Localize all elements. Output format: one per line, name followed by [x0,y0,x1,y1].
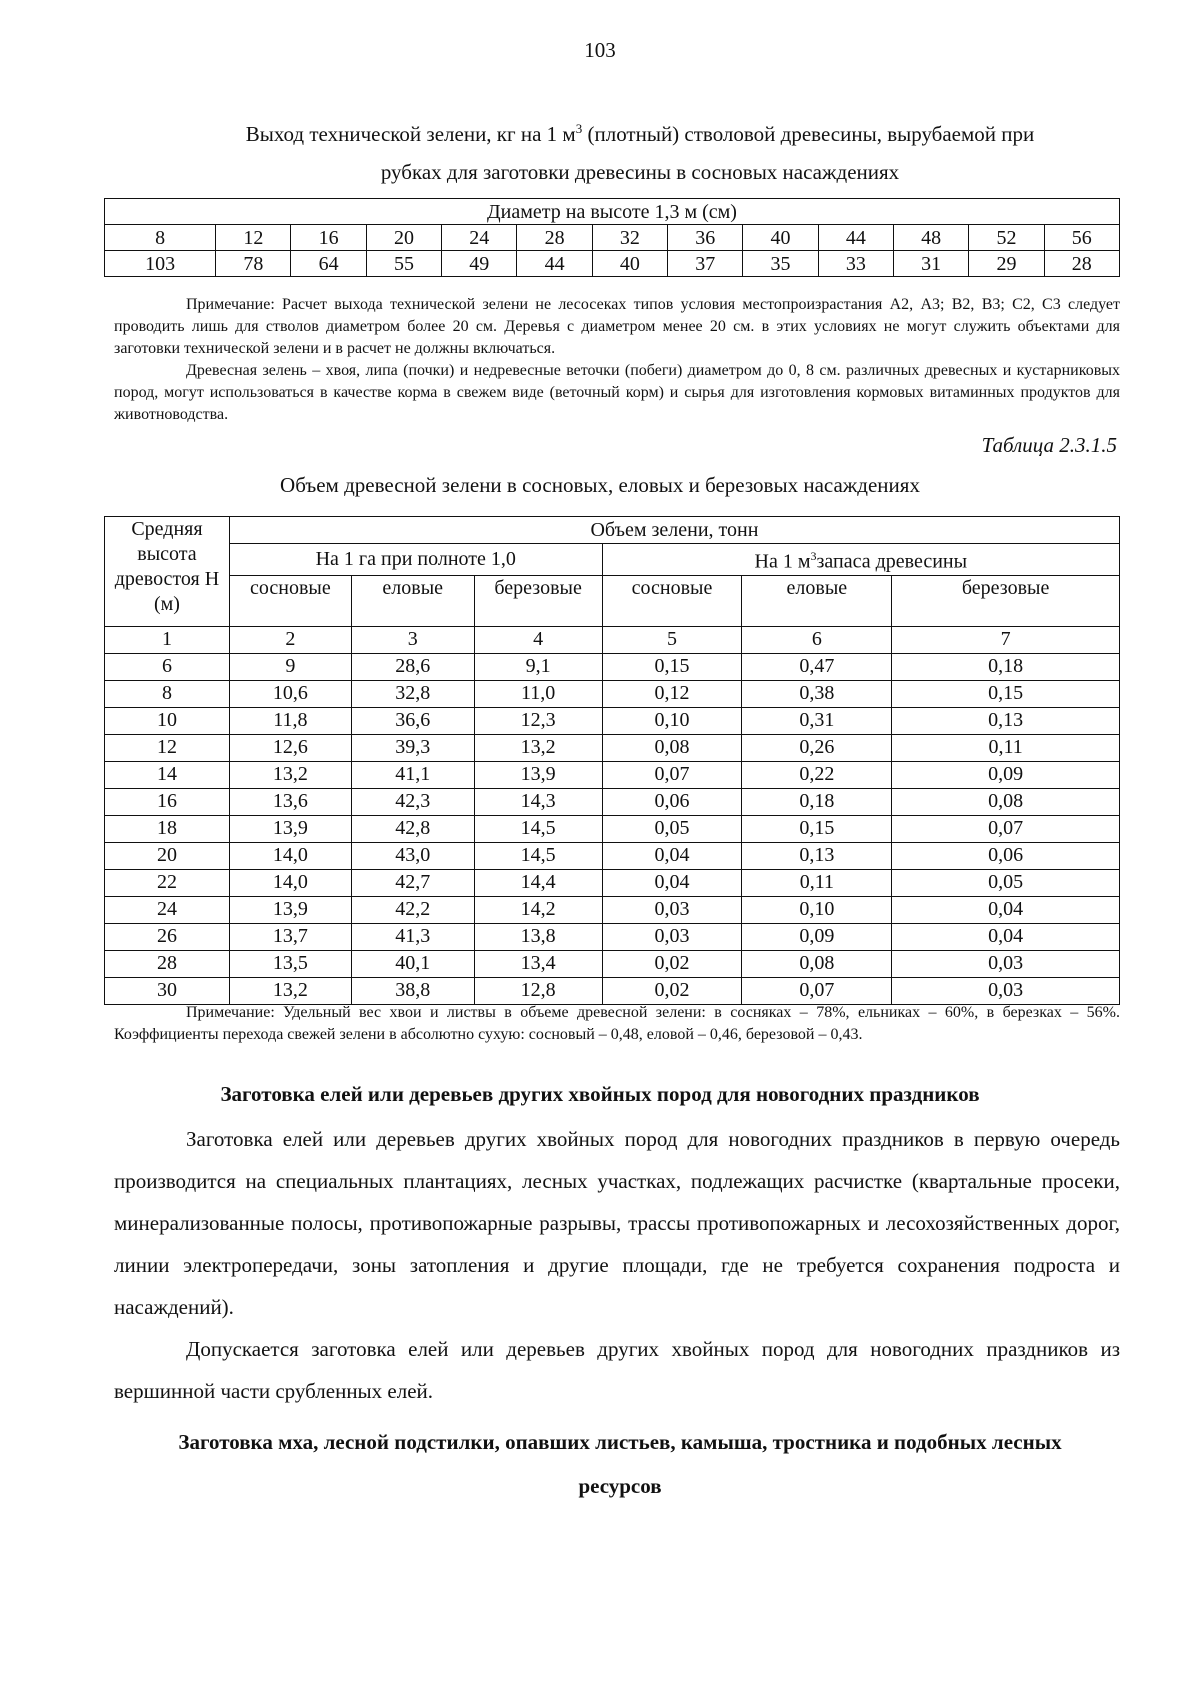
table-cell: 26 [105,923,230,950]
table-cell: 9,1 [474,653,602,680]
table-cell: 13,6 [229,788,351,815]
title1-text-a: Выход технической зелени, кг на 1 м [245,122,576,146]
table-cell: 13,2 [229,977,351,1004]
table-cell: 0,05 [602,815,742,842]
note2-paragraph: Примечание: Удельный вес хвои и листвы в объеме древесной зелени: в сосняках – 78%, ельниках – 60%, в березках – 56%. Коэффициенты перехода свежей зелени в абсолютно сухую: сосновый – 0,48, еловой – 0,46, березовой – 0,43. [114,1004,1120,1043]
table1-value-cell: 49 [442,251,517,277]
table-cell: 0,12 [602,680,742,707]
table2-subheader-per-ha: На 1 га при полноте 1,0 [229,544,602,576]
table-cell: 13,9 [229,896,351,923]
table-cell: 0,10 [742,896,892,923]
table-cell: 42,2 [351,896,474,923]
table2-column-number: 1 [105,626,230,653]
table1-diameter-cell: 12 [216,225,291,251]
table-cell: 0,04 [892,923,1120,950]
table1-title [140,110,1140,191]
table-cell: 0,15 [742,815,892,842]
table-cell: 0,07 [602,761,742,788]
title1-sup: 3 [575,121,583,136]
table2-subheader-per-m3 [602,544,1119,576]
table-cell: 13,2 [474,734,602,761]
table-cell: 14,5 [474,815,602,842]
table-cell: 32,8 [351,680,474,707]
table-cell: 13,9 [474,761,602,788]
table-cell: 10,6 [229,680,351,707]
table-cell: 0,13 [742,842,892,869]
table2-column-number: 2 [229,626,351,653]
table2-title: Объем древесной зелени в сосновых, еловых и березовых насаждениях [280,473,920,497]
table1-diameter-cell: 40 [743,225,818,251]
table-cell: 14,5 [474,842,602,869]
table2-column-number: 4 [474,626,602,653]
sub2-sup: 3 [810,549,817,563]
note2 [114,1002,1120,1046]
table1-value-cell: 55 [366,251,441,277]
note1-paragraph1: Примечание: Расчет выхода технической зелени не лесосеках типов условия местопроизрастания А2, А3; В2, В3; С2, С3 следует проводить лишь для стволов диаметром более 20 см. Деревья с диаметром менее 20 см. в этих условиях не могут служить объектами для заготовки технической зелени и в расчет не должны включаться. [114,296,1120,357]
table1-value-cell: 78 [216,251,291,277]
table1-title-line2: рубках для заготовки древесины в сосновых насаждениях [380,160,900,184]
table-cell: 13,4 [474,950,602,977]
table1-diameter-cell: 56 [1044,225,1119,251]
table2-column-number: 5 [602,626,742,653]
table-cell: 12,8 [474,977,602,1004]
table-cell: 0,13 [892,707,1120,734]
table-cell: 0,22 [742,761,892,788]
table-cell: 0,03 [892,950,1120,977]
table1-diameter-cell: 24 [442,225,517,251]
table1-value-cell: 64 [291,251,366,277]
table-cell: 42,7 [351,869,474,896]
table1-value-cell: 40 [592,251,667,277]
table-cell: 0,09 [742,923,892,950]
table-row [105,869,1120,896]
table2-body [105,653,1120,1004]
table-cell: 0,15 [602,653,742,680]
paragraph2-text: Допускается заготовка елей или деревьев других хвойных пород для новогодних праздников из вершинной части срубленных елей. [114,1337,1120,1403]
table1-diameter-cell: 48 [893,225,968,251]
table-cell: 14,0 [229,869,351,896]
table-row [105,815,1120,842]
paragraph2 [114,1328,1120,1412]
table-cell: 13,9 [229,815,351,842]
table-cell: 42,3 [351,788,474,815]
table-row [105,653,1120,680]
table-cell: 0,26 [742,734,892,761]
table2-species-header: сосновые [229,575,351,626]
table2-number-row [105,626,1120,653]
section-heading-trees: Заготовка елей или деревьев других хвойных пород для новогодних праздников [220,1082,980,1106]
table-cell: 28,6 [351,653,474,680]
table2-green-volume [104,516,1120,1005]
table-cell: 13,8 [474,923,602,950]
page-number: 103 [584,38,616,62]
table-cell: 0,03 [602,896,742,923]
table1-diameter-cell: 8 [105,225,216,251]
table1-value-cell: 31 [893,251,968,277]
paragraph1-text: Заготовка елей или деревьев других хвойных пород для новогодних праздников в первую очередь производится на специальных плантациях, лесных участках, подлежащих расчистке (квартальные просеки, минерализованные полосы, противопожарные разрывы, трассы противопожарных и лесохозяйственных дорог, линии электропередачи, зоны затопления и другие площади, где не требуется сохранения подроста и насаждений). [114,1127,1120,1319]
table2-species-header: березовые [474,575,602,626]
table2-group-header: Объем зелени, тонн [229,517,1119,544]
table2-column-number: 3 [351,626,474,653]
table-row [105,923,1120,950]
table-row [105,896,1120,923]
table2-species-header: еловые [351,575,474,626]
table-cell: 14,4 [474,869,602,896]
table-row [105,734,1120,761]
table-cell: 16 [105,788,230,815]
table-cell: 13,2 [229,761,351,788]
table2-column-number: 7 [892,626,1120,653]
table-cell: 0,02 [602,977,742,1004]
table1-diameter-cell: 16 [291,225,366,251]
table-row [105,761,1120,788]
table-cell: 0,08 [602,734,742,761]
table-cell: 6 [105,653,230,680]
table-cell: 11,8 [229,707,351,734]
table-cell: 0,07 [892,815,1120,842]
table2-species-header: сосновые [602,575,742,626]
table-cell: 10 [105,707,230,734]
table-cell: 0,08 [892,788,1120,815]
table-row [105,788,1120,815]
table-cell: 0,02 [602,950,742,977]
table-row [105,842,1120,869]
table-cell: 14 [105,761,230,788]
table-cell: 28 [105,950,230,977]
table2-col1-header: Средняя высота древостоя Н (м) [105,517,230,627]
table1-diameter-cell: 20 [366,225,441,251]
table-cell: 8 [105,680,230,707]
table1-value-cell: 35 [743,251,818,277]
table-cell: 9 [229,653,351,680]
table1-diameter-cell: 36 [668,225,743,251]
table-cell: 43,0 [351,842,474,869]
table2-column-number: 6 [742,626,892,653]
table-cell: 0,18 [892,653,1120,680]
table-cell: 39,3 [351,734,474,761]
table-cell: 0,09 [892,761,1120,788]
table-cell: 0,06 [602,788,742,815]
table-row [105,950,1120,977]
table1-diameter-cell: 32 [592,225,667,251]
title1-text-b: (плотный) стволовой древесины, вырубаемой при [582,122,1035,146]
table-cell: 0,03 [892,977,1120,1004]
table-cell: 0,03 [602,923,742,950]
table1-value-cell: 44 [517,251,592,277]
table-cell: 30 [105,977,230,1004]
table-cell: 0,04 [892,896,1120,923]
table-cell: 0,06 [892,842,1120,869]
table1-diameter-cell: 52 [969,225,1044,251]
sub2-text-b: запаса древесины [816,550,968,573]
table-cell: 0,05 [892,869,1120,896]
table1-diameter-row [105,225,1120,251]
table1-value-row [105,251,1120,277]
table-cell: 14,3 [474,788,602,815]
note1-paragraph2: Древесная зелень – хвоя, липа (почки) и недревесные веточки (побеги) диаметром до 0, 8 см. различных древесных и кустарниковых пород, могут использоваться в качестве корма в свежем виде (веточный корм) и сырья для изготовления кормовых витаминных продуктов для животноводства. [114,362,1120,423]
table-cell: 14,2 [474,896,602,923]
table-cell: 13,5 [229,950,351,977]
table-cell: 24 [105,896,230,923]
table-cell: 0,11 [742,869,892,896]
table-cell: 0,10 [602,707,742,734]
table-cell: 0,31 [742,707,892,734]
table1-value-cell: 103 [105,251,216,277]
table-row [105,707,1120,734]
table-cell: 14,0 [229,842,351,869]
table1-diameter-cell: 44 [818,225,893,251]
sub2-text-a: На 1 м [754,550,811,573]
table-cell: 20 [105,842,230,869]
table-cell: 12,3 [474,707,602,734]
table1-header: Диаметр на высоте 1,3 м (см) [105,199,1120,225]
table-cell: 36,6 [351,707,474,734]
table-cell: 12,6 [229,734,351,761]
table-cell: 0,47 [742,653,892,680]
table-cell: 18 [105,815,230,842]
table2-species-header: еловые [742,575,892,626]
table-cell: 38,8 [351,977,474,1004]
table1-value-cell: 33 [818,251,893,277]
table-cell: 12 [105,734,230,761]
table1-value-cell: 29 [969,251,1044,277]
table-cell: 0,11 [892,734,1120,761]
table-label: Таблица 2.3.1.5 [981,433,1117,457]
table-cell: 41,1 [351,761,474,788]
table-cell: 41,3 [351,923,474,950]
table-cell: 42,8 [351,815,474,842]
table-cell: 0,08 [742,950,892,977]
table-cell: 40,1 [351,950,474,977]
table2-species-header: березовые [892,575,1120,626]
table-cell: 22 [105,869,230,896]
table-cell: 0,15 [892,680,1120,707]
table-cell: 0,07 [742,977,892,1004]
table1-value-cell: 37 [668,251,743,277]
section-heading-moss: Заготовка мха, лесной подстилки, опавших листьев, камыша, тростника и подобных лесных ресурсов [178,1430,1062,1498]
table1-technical-greenery [104,198,1120,277]
table1-title-line1 [140,110,1140,153]
table-cell: 0,18 [742,788,892,815]
table-cell: 0,04 [602,842,742,869]
table2-species-row [105,575,1120,626]
table-row [105,977,1120,1004]
table-row [105,680,1120,707]
table1-diameter-cell: 28 [517,225,592,251]
table1-value-cell: 28 [1044,251,1119,277]
table-cell: 11,0 [474,680,602,707]
table-cell: 13,7 [229,923,351,950]
note1 [114,294,1120,426]
paragraph1 [114,1118,1120,1328]
table-cell: 0,38 [742,680,892,707]
table-cell: 0,04 [602,869,742,896]
